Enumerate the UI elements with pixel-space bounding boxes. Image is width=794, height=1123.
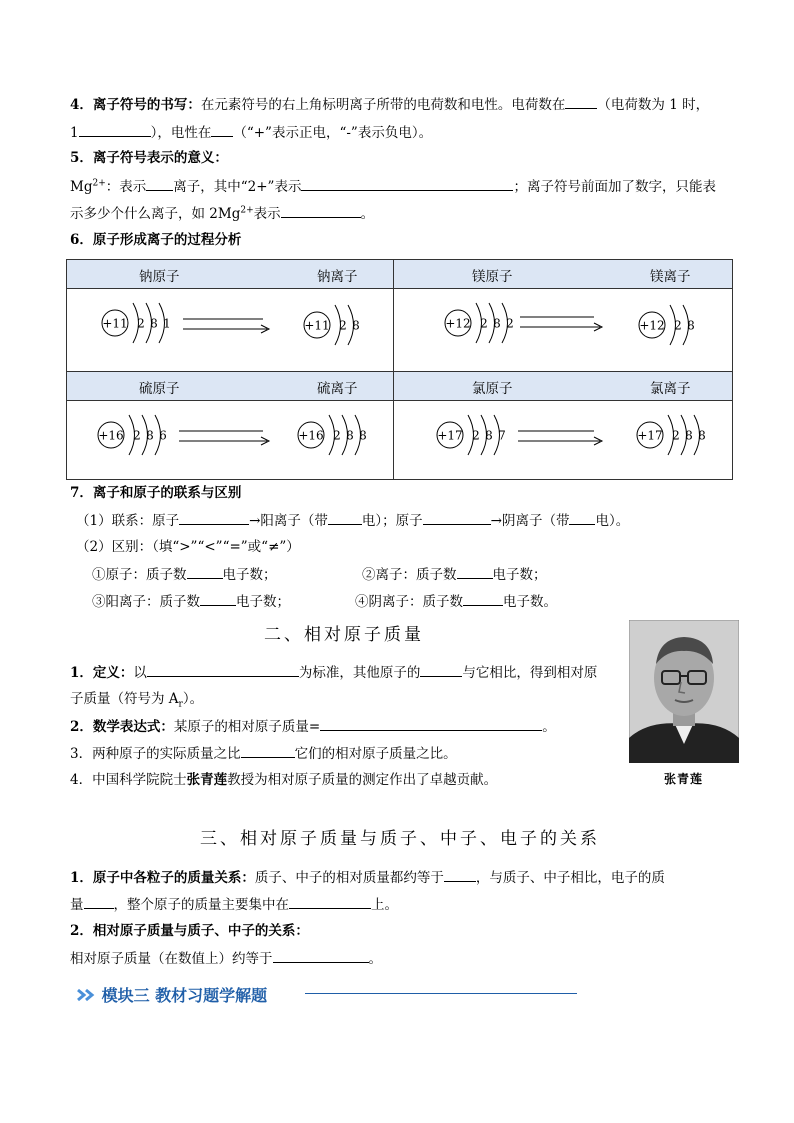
portrait-photo (629, 620, 739, 763)
nucleus-charge: +12 (639, 318, 665, 333)
atom-diagram (98, 415, 167, 455)
answer-blank[interactable] (565, 94, 597, 109)
answer-blank[interactable] (420, 662, 462, 677)
shell-electron-count: 2 (333, 428, 341, 443)
answer-blank[interactable] (289, 894, 371, 909)
shell-electron-count: 7 (498, 428, 506, 443)
module-divider (305, 993, 577, 994)
nucleus-charge: +16 (98, 428, 124, 443)
s5-line2: 示多少个什么离子，如 $2Mg^{2+}$表示 。 (70, 203, 374, 224)
shell-electron-count: 6 (159, 428, 167, 443)
shell-electron-count: 1 (163, 316, 171, 331)
nucleus-charge: +16 (298, 428, 324, 443)
module-label: 模块三 教材习题学解题 (101, 986, 268, 1005)
ion-formation-table (66, 259, 733, 480)
table-header-cell (67, 260, 394, 289)
s5-line1: $Mg^{2+}$：表示 离子，其中“2+”表示 ；离子符号前面加了数字，只能表 (70, 176, 716, 197)
s4-title: 4．离子符号的书写： (70, 97, 201, 113)
atom-diagram (298, 415, 367, 455)
answer-blank[interactable] (200, 591, 236, 606)
section-heading: 三、相对原子质量与质子、中子、电子的关系 (200, 829, 600, 849)
diagram-cell (67, 289, 394, 372)
nucleus-charge: +17 (637, 428, 663, 443)
arrow-icon (179, 431, 269, 445)
answer-blank[interactable] (328, 510, 362, 525)
s7-line1: （1）联系：原子 →阳离子（带 电）；原子 →阴离子（带 电）。 (76, 510, 629, 531)
header-label: 钠原子 (139, 269, 180, 285)
atom-diagram (102, 303, 171, 343)
answer-blank[interactable] (273, 948, 369, 963)
photo-caption: 张青莲 (664, 772, 704, 786)
p2-def-line1: 1．定义：以 为标准，其他原子的 与它相比，得到相对原 (70, 662, 597, 683)
header-label: 硫原子 (139, 381, 180, 397)
atom-diagram (304, 305, 360, 345)
header-label: 氯原子 (472, 381, 513, 397)
header-label: 镁离子 (650, 269, 691, 285)
diagram-cell (67, 401, 394, 480)
shell-electron-count: 2 (133, 428, 141, 443)
magnesium-diagram (394, 289, 732, 367)
atom-diagram (437, 415, 506, 455)
shell-electron-count: 2 (339, 318, 347, 333)
shell-electron-count: 2 (480, 316, 488, 331)
answer-blank[interactable] (320, 716, 542, 731)
shell-electron-count: 2 (672, 428, 680, 443)
s7-item3: ③阳离子：质子数 电子数； (92, 591, 290, 612)
arrow-icon (183, 319, 269, 333)
shell-electron-count: 8 (346, 428, 354, 443)
s7-title: 7．离子和原子的联系与区别 (70, 485, 242, 501)
shell-electron-count: 8 (493, 316, 501, 331)
answer-blank[interactable] (179, 510, 249, 525)
p2-ratio-line: 3．两种原子的实际质量之比 它们的相对原子质量之比。 (70, 743, 457, 764)
shell-electron-count: 8 (687, 318, 695, 333)
nucleus-charge: +11 (304, 318, 330, 333)
shell-electron-count: 2 (137, 316, 145, 331)
s7-item1: ①原子：质子数 电子数； (92, 564, 277, 585)
s7-line2: （2）区别：（填“>”“<”“=”或“≠”） (76, 539, 300, 555)
shell-electron-count: 8 (352, 318, 360, 333)
shell-electron-count: 2 (472, 428, 480, 443)
nucleus-charge: +12 (445, 316, 471, 331)
shell-electron-count: 8 (485, 428, 493, 443)
shell-electron-count: 8 (146, 428, 154, 443)
arrow-icon (520, 317, 602, 331)
answer-blank[interactable] (211, 122, 233, 137)
atom-diagram (445, 303, 514, 343)
atom-diagram (637, 415, 706, 455)
table-header-cell (67, 372, 394, 401)
s4-line2: 1 ），电性在 （“+”表示正电，“-”表示负电）。 (70, 122, 432, 143)
atom-diagram (639, 305, 695, 345)
answer-blank[interactable] (84, 894, 114, 909)
shell-electron-count: 8 (150, 316, 158, 331)
p3-relation-title: 2．相对原子质量与质子、中子的关系： (70, 923, 309, 939)
answer-blank[interactable] (146, 176, 173, 191)
answer-blank[interactable] (147, 662, 299, 677)
p3-mass-line1: 1．原子中各粒子的质量关系：质子、中子的相对质量都约等于 ，与质子、中子相比，电子的质 (70, 867, 665, 888)
answer-blank[interactable] (444, 867, 476, 882)
answer-blank[interactable] (281, 203, 361, 218)
sulfur-diagram (67, 403, 393, 473)
p3-mass-line2: 量 ，整个原子的质量主要集中在 上。 (70, 894, 398, 915)
section-heading: 二、相对原子质量 (264, 625, 424, 645)
nucleus-charge: +11 (102, 316, 128, 331)
p2-def-line2: 子质量（符号为 $A_r$）。 (70, 691, 204, 710)
s6-title: 6．原子形成离子的过程分析 (70, 232, 242, 248)
shell-electron-count: 8 (685, 428, 693, 443)
table-header-cell (394, 372, 733, 401)
answer-blank[interactable] (569, 510, 595, 525)
arrow-icon (518, 431, 602, 445)
shell-electron-count: 8 (698, 428, 706, 443)
shell-electron-count: 8 (359, 428, 367, 443)
answer-blank[interactable] (463, 591, 503, 606)
shell-electron-count: 2 (674, 318, 682, 333)
chlorine-diagram (394, 403, 732, 473)
s7-item4: ④阴离子：质子数 电子数。 (355, 591, 557, 612)
answer-blank[interactable] (187, 564, 223, 579)
answer-blank[interactable] (301, 176, 513, 191)
p3-relation-line: 相对原子质量（在数值上）约等于 。 (70, 948, 382, 969)
answer-blank[interactable] (79, 122, 151, 137)
p2-zhang-line: 4．中国科学院院士张青莲教授为相对原子质量的测定作出了卓越贡献。 (70, 772, 498, 788)
table-header-cell (394, 260, 733, 289)
header-label: 氯离子 (650, 381, 691, 397)
answer-blank[interactable] (423, 510, 491, 525)
answer-blank[interactable] (457, 564, 493, 579)
p2-expr-line: 2．数学表达式：某原子的相对原子质量= 。 (70, 716, 556, 737)
s4-line1: 4．离子符号的书写：在元素符号的右上角标明离子所带的电荷数和电性。电荷数在 （电荷数为 1 时， (70, 94, 709, 115)
sodium-diagram (67, 289, 393, 367)
header-label: 镁原子 (472, 269, 513, 285)
module-heading (76, 983, 267, 1006)
shell-electron-count: 2 (506, 316, 514, 331)
diagram-cell (394, 289, 733, 372)
diagram-cell (394, 401, 733, 480)
header-label: 钠离子 (317, 269, 358, 285)
nucleus-charge: +17 (437, 428, 463, 443)
answer-blank[interactable] (241, 743, 295, 758)
double-chevron-icon (76, 988, 96, 1002)
s5-title: 5．离子符号表示的意义： (70, 150, 228, 166)
header-label: 硫离子 (317, 381, 358, 397)
s7-item2: ②离子：质子数 电子数； (362, 564, 547, 585)
